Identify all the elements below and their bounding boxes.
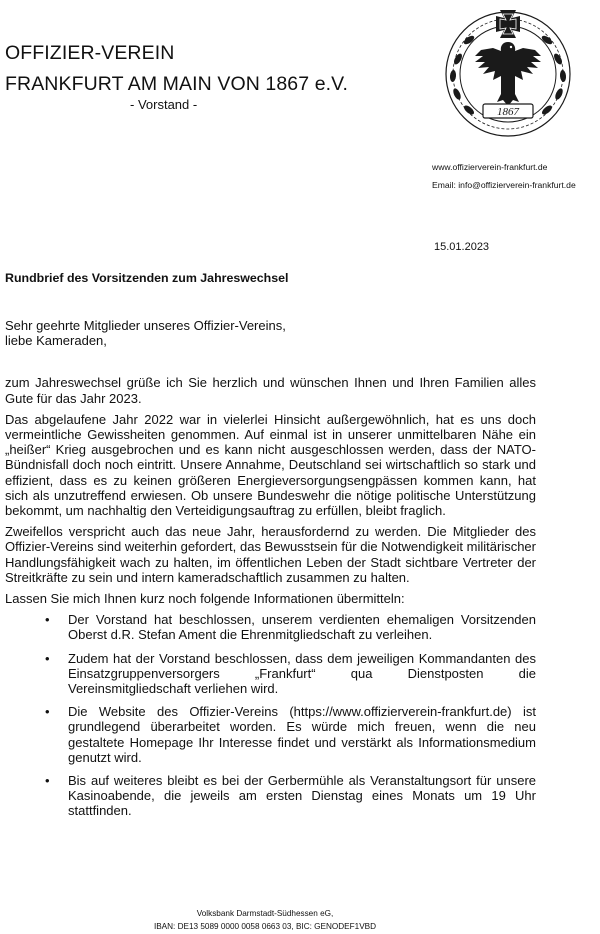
paragraph-year-review: Das abgelaufene Jahr 2022 war in vielerlei Hinsicht außergewöhnlich, hat es uns doch vermeintliche Gewissheiten genommen. Auf einmal ist in unserer unmittelbaren Nähe ein „heißer“ Krieg ausgebrochen und es kann nicht ausgeschlossen werden, dass der NATO-Bündnisfall doch noch eintritt. Unsere Annahme, Deutschland sei wirtschaftlich so stark und effizient, dass es zu keinen größeren Energieversorgungsengpässen kommen kann, hat sich als unzutreffend erwiesen. Ob unsere Bundeswehr die nötige politische Unterstützung bekommt, um nachhaltig den Verteidigungsauftrag zu erfüllen, bleibt fraglich. [5, 411, 536, 519]
list-item [5, 651, 536, 697]
bank-name: Volksbank Darmstadt-Südhessen eG, [196, 909, 334, 918]
paragraph-info-intro: Lassen Sie mich Ihnen kurz noch folgende Informationen übermitteln: [5, 591, 405, 607]
paragraph-greeting: zum Jahreswechsel grüße ich Sie herzlich und wünschen Ihnen und Ihren Familien alles Gute für das Jahr 2023. [5, 375, 536, 406]
bank-footer [0, 907, 530, 933]
iron-cross-icon [496, 10, 520, 38]
eagle-seal-logo [423, 4, 593, 142]
year-banner [483, 104, 533, 118]
bullet-icon: • [45, 704, 50, 720]
salutation-line-1: Sehr geehrte Mitglieder unseres Offizier-Vereins, [5, 318, 286, 333]
letter-date: 15.01.2023 [434, 241, 490, 253]
website-address[interactable]: www.offizierverein-frankfurt.de [432, 162, 548, 172]
board-subtitle: - Vorstand - [130, 97, 198, 112]
paragraph-outlook: Zweifellos verspricht auch das neue Jahr, herausfordernd zu werden. Die Mitglieder des Offizier-Vereins sind weiterhin gefordert, das Bewusstsein für die Notwendigkeit militärischer Handlungsfähigkeit wach zu halten, im öffentlichen Leben der Stadt sichtbare Vertreter der Streitkräfte zu sein und intern kameradschaftlich zusammen zu halten. [5, 524, 536, 585]
letter-subject: Rundbrief des Vorsitzenden zum Jahreswechsel [5, 271, 289, 285]
seal-year: 1867 [497, 106, 519, 118]
bullet-icon: • [45, 612, 50, 628]
list-item [5, 773, 536, 819]
salutation-line-2: liebe Kameraden, [5, 333, 107, 349]
list-item [5, 704, 536, 765]
bank-iban: IBAN: DE13 5089 0000 0058 0663 03, BIC: GENODEF1VBD [153, 922, 377, 931]
list-item-text: Zudem hat der Vorstand beschlossen, dass dem jeweiligen Kommandanten des Einsatzgruppenversorgers „Frankfurt“ qua Dienstposten die Vereinsmitgliedschaft verliehen wird. [68, 650, 536, 697]
organization-name [5, 38, 348, 100]
info-list [5, 612, 536, 818]
org-name-line-1: OFFIZIER-VEREIN [5, 42, 175, 64]
list-item-text: Der Vorstand hat beschlossen, unserem verdienten ehemaligen Vorsitzenden Oberst d.R. Stefan Ament die Ehrenmitgliedschaft zu verleihen. [68, 612, 536, 643]
org-name-line-2: FRANKFURT AM MAIN VON 1867 e.V. [5, 73, 349, 95]
list-item [5, 612, 536, 642]
bullet-icon: • [45, 650, 50, 666]
list-item-text: Die Website des Offizier-Vereins (https://www.offizierverein-frankfurt.de) ist grundlegend überarbeitet worden. Es würde mich freuen, wenn die neu gestaltete Homepage Ihr Interesse findet und verstärkt als Informationsmedium genutzt wird. [68, 704, 536, 765]
email-address[interactable]: Email: info@offizierverein-frankfurt.de [432, 180, 576, 190]
bullet-icon: • [45, 773, 50, 789]
salutation [5, 318, 536, 348]
letter-body [5, 318, 536, 827]
eagle-icon [475, 42, 541, 106]
list-item-text: Bis auf weiteres bleibt es bei der Gerbermühle als Veranstaltungsort für unsere Kasinoabende, die jeweils am ersten Dienstag eines Monats um 19 Uhr stattfinden. [68, 773, 536, 819]
